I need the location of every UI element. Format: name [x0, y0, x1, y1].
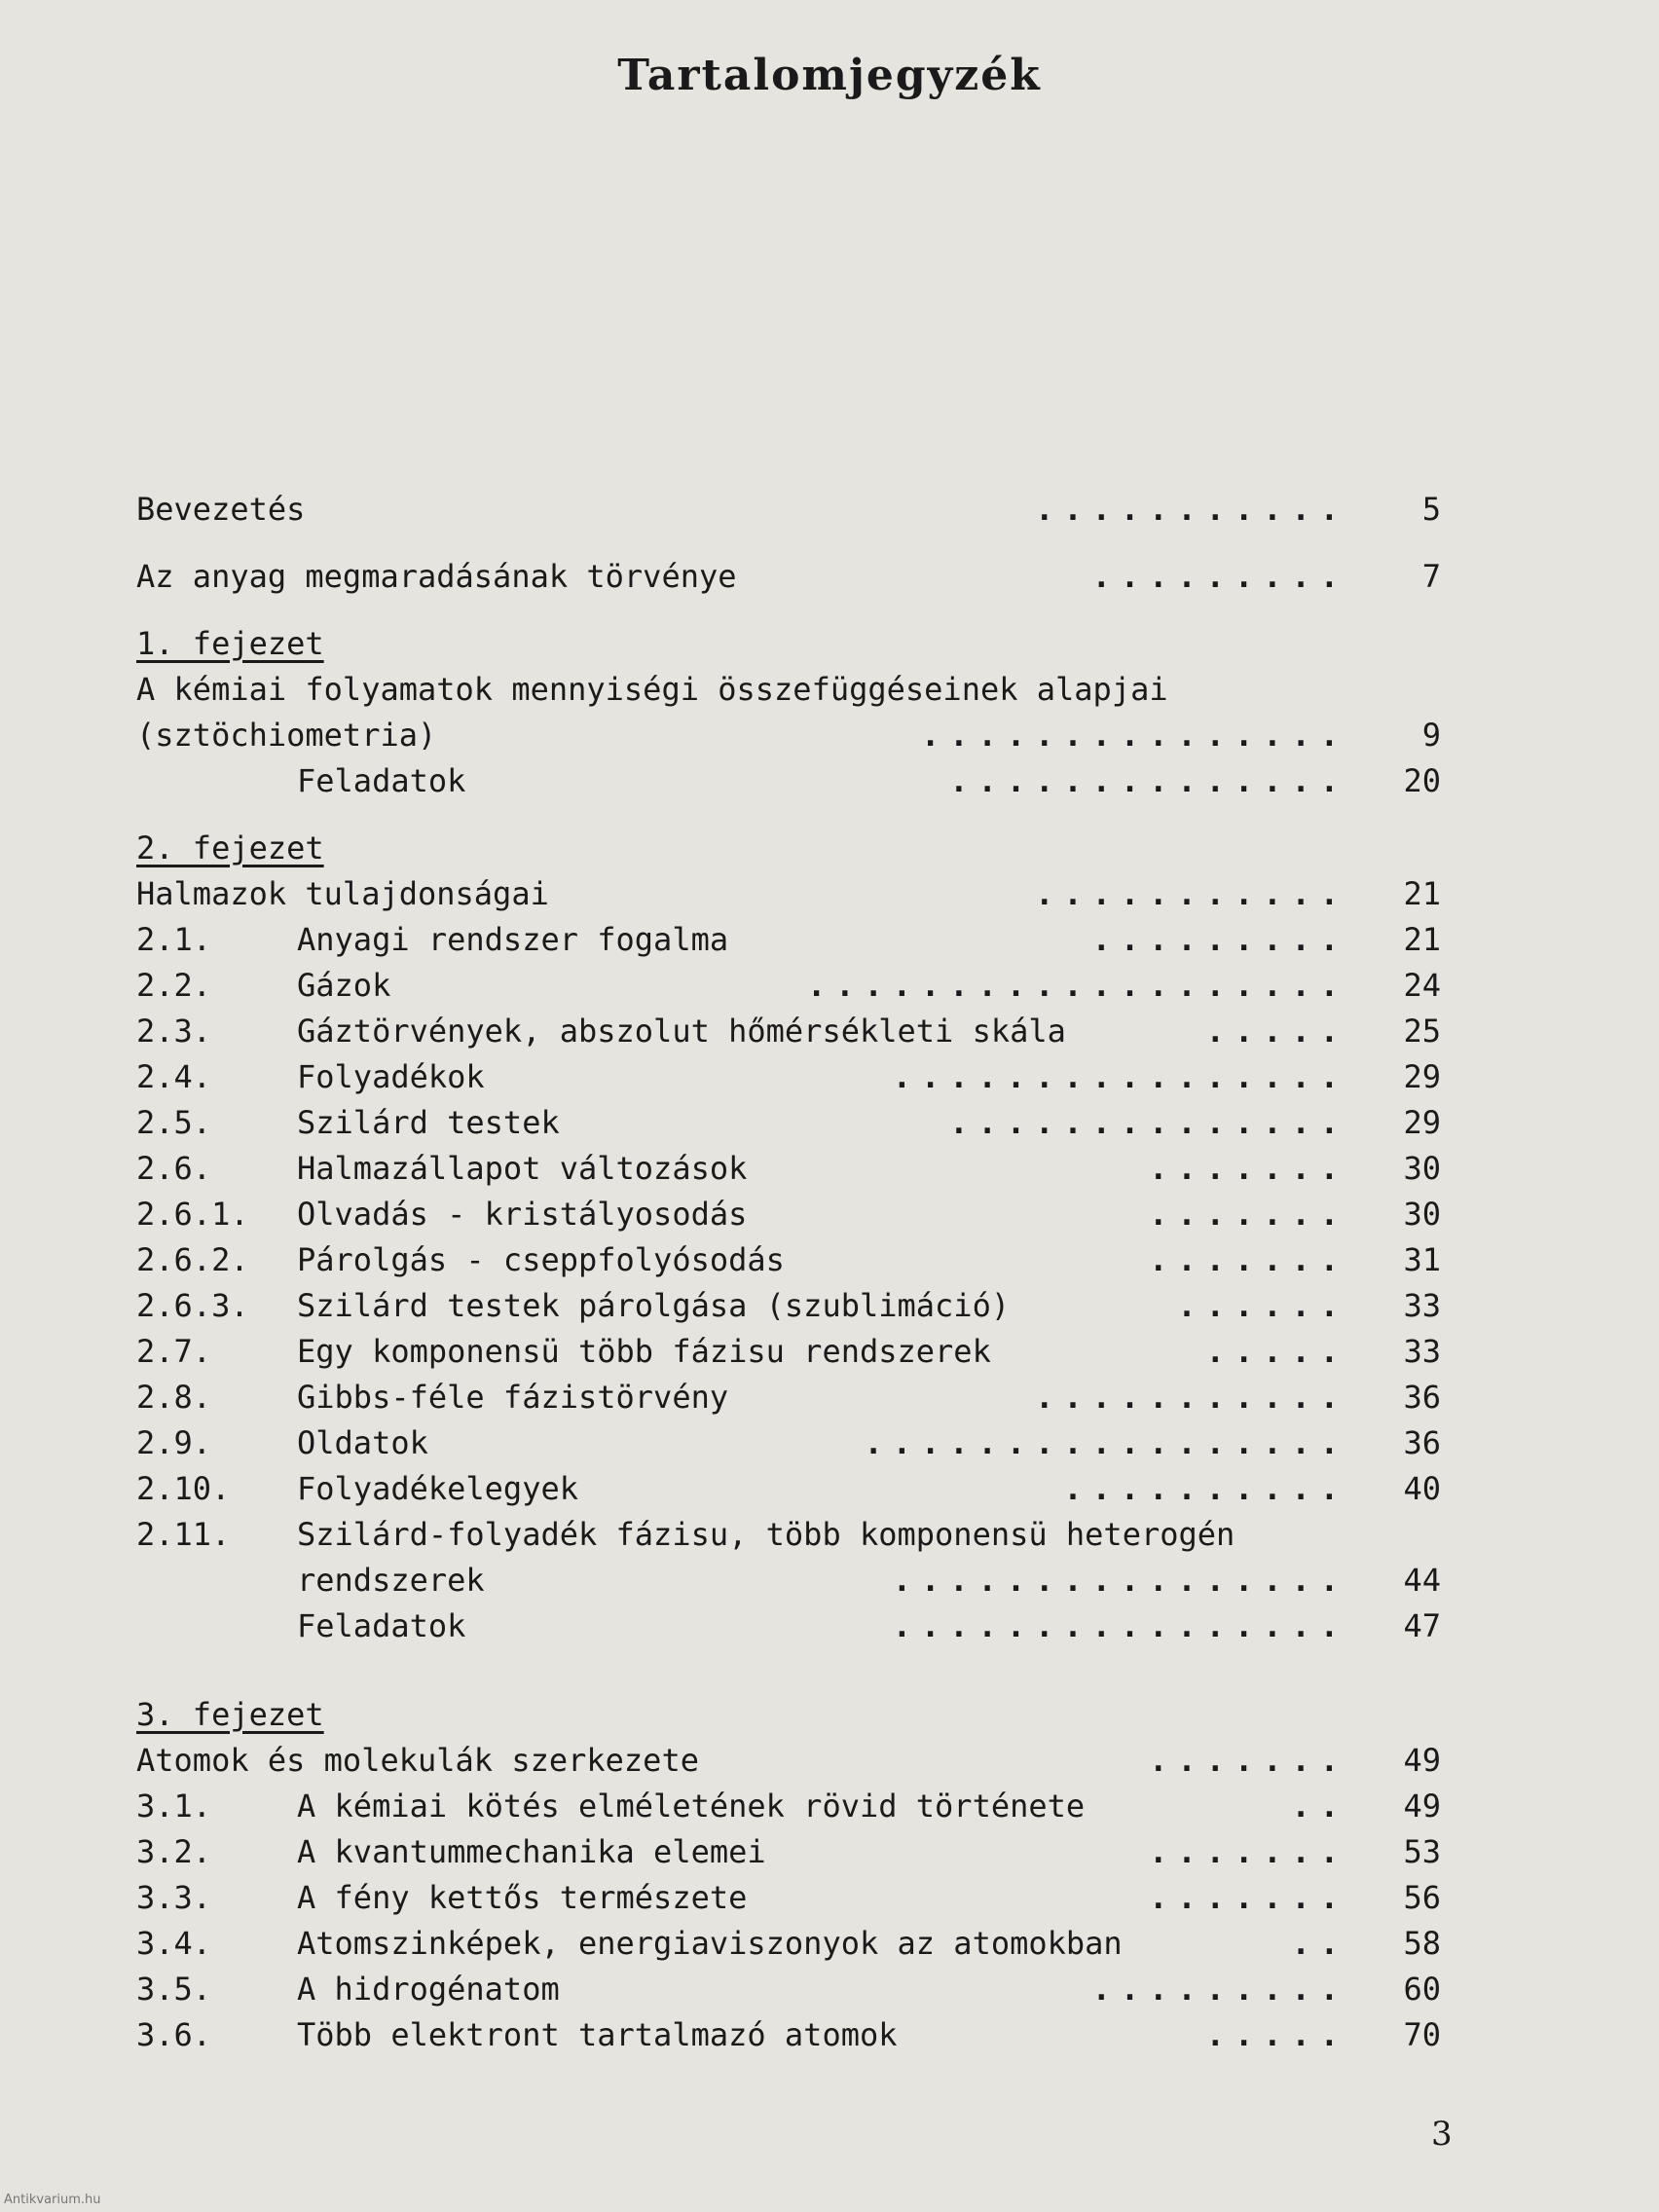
page-ref: 7 [1421, 558, 1441, 595]
toc-entry [136, 1054, 1441, 1100]
page-ref: 21 [1403, 875, 1441, 912]
page-ref: 30 [1403, 1196, 1441, 1233]
section-number: 2.6.1. [136, 1196, 249, 1233]
page-ref: 29 [1403, 1104, 1441, 1141]
toc-entry [136, 1558, 1441, 1604]
toc-entry [136, 1237, 1441, 1283]
entry-title: Egy komponensü több fázisu rendszerek [297, 1333, 991, 1370]
page-ref: 56 [1403, 1879, 1441, 1916]
page-ref: 31 [1403, 1241, 1441, 1278]
toc-entry [136, 713, 1441, 758]
section-number: 2.3. [136, 1013, 212, 1050]
toc-entry [136, 1784, 1441, 1829]
chapter-label: 1. fejezet [136, 625, 324, 662]
page-ref: 70 [1403, 2016, 1441, 2053]
toc-entry [136, 1604, 1441, 1649]
toc-entry [136, 917, 1441, 963]
toc-entry [136, 1283, 1441, 1329]
dot-leader: ....... [1149, 1150, 1348, 1187]
page-ref: 21 [1403, 921, 1441, 958]
toc-entry [136, 667, 1441, 713]
page-ref: 9 [1421, 717, 1441, 754]
dot-leader: ....... [1149, 1879, 1348, 1916]
dot-leader: ................ [892, 1607, 1348, 1644]
toc-entry [136, 1875, 1441, 1921]
toc-entry [136, 1829, 1441, 1875]
dot-leader: ........... [1035, 875, 1348, 912]
page-ref: 36 [1403, 1379, 1441, 1416]
entry-title: Halmazállapot változások [297, 1150, 748, 1187]
section-number: 3.2. [136, 1833, 212, 1870]
toc-entry [136, 1375, 1441, 1420]
page-ref: 40 [1403, 1470, 1441, 1507]
page-ref: 60 [1403, 1971, 1441, 2008]
entry-title: Atomok és molekulák szerkezete [136, 1742, 699, 1779]
toc-entry [136, 758, 1441, 804]
dot-leader: ....... [1149, 1196, 1348, 1233]
entry-title: A kémiai folyamatok mennyiségi összefüggéseinek alapjai [136, 671, 1168, 708]
toc-entry [136, 1466, 1441, 1512]
page-title: Tartalomjegyzék [617, 51, 1042, 100]
watermark: Antikvarium.hu [4, 2193, 101, 2207]
page-ref: 29 [1403, 1058, 1441, 1095]
page-ref: 49 [1403, 1742, 1441, 1779]
section-number: 3.3. [136, 1879, 212, 1916]
toc-entry [136, 1921, 1441, 1967]
toc-entry [136, 871, 1441, 917]
toc-entry [136, 487, 1441, 533]
entry-title: Olvadás - kristályosodás [297, 1196, 748, 1233]
toc-entry [136, 1100, 1441, 1146]
dot-leader: ................. [864, 1424, 1348, 1461]
dot-leader: ...... [1177, 1287, 1348, 1324]
entry-title: A kvantummechanika elemei [297, 1833, 766, 1870]
section-number: 3.6. [136, 2016, 212, 2053]
section-number: 2.4. [136, 1058, 212, 1095]
page-ref: 33 [1403, 1287, 1441, 1324]
page-ref: 25 [1403, 1013, 1441, 1050]
toc-entry [136, 1329, 1441, 1375]
entry-title: Több elektront tartalmazó atomok [297, 2016, 898, 2053]
entry-title: Szilárd testek párolgása (szublimáció) [297, 1287, 1011, 1324]
dot-leader: .............. [949, 762, 1348, 799]
page-ref: 30 [1403, 1150, 1441, 1187]
dot-leader: ......... [1091, 558, 1348, 595]
chapter-label: 2. fejezet [136, 830, 324, 866]
entry-title: Anyagi rendszer fogalma [297, 921, 729, 958]
dot-leader: .......... [1063, 1470, 1348, 1507]
chapter-heading [136, 826, 1441, 871]
section-number: 2.2. [136, 967, 212, 1004]
dot-leader: ......... [1091, 921, 1348, 958]
entry-title: A fény kettős természete [297, 1879, 748, 1916]
entry-title: A hidrogénatom [297, 1971, 560, 2008]
page-ref: 58 [1403, 1925, 1441, 1962]
section-number: 2.11. [136, 1516, 231, 1553]
entry-title: Gázok [297, 967, 391, 1004]
dot-leader: ......... [1091, 1971, 1348, 2008]
dot-leader: ................ [892, 1562, 1348, 1599]
section-number: 2.10. [136, 1470, 231, 1507]
dot-leader: ..... [1205, 1013, 1348, 1050]
dot-leader: ............... [921, 717, 1348, 754]
section-number: 2.8. [136, 1379, 212, 1416]
toc-entry [136, 1192, 1441, 1237]
dot-leader: ....... [1149, 1742, 1348, 1779]
entry-title: Oldatok [297, 1424, 428, 1461]
page-ref: 47 [1403, 1607, 1441, 1644]
entry-title: Feladatok [297, 762, 466, 799]
section-number: 2.9. [136, 1424, 212, 1461]
entry-title: Folyadékelegyek [297, 1470, 578, 1507]
page-ref: 33 [1403, 1333, 1441, 1370]
toc-entry [136, 554, 1441, 600]
section-number: 2.6.3. [136, 1287, 249, 1324]
section-number: 3.1. [136, 1788, 212, 1825]
dot-leader: ........... [1035, 1379, 1348, 1416]
entry-title: Gáztörvények, abszolut hőmérsékleti skála [297, 1013, 1066, 1050]
entry-title: (sztöchiometria) [136, 717, 437, 754]
toc-entry [136, 2012, 1441, 2058]
toc-entry [136, 1146, 1441, 1192]
section-number: 2.5. [136, 1104, 212, 1141]
section-number: 2.6.2. [136, 1241, 249, 1278]
section-number: 2.1. [136, 921, 212, 958]
page-ref: 24 [1403, 967, 1441, 1004]
entry-title: Az anyag megmaradásának törvénye [136, 558, 737, 595]
entry-title: Bevezetés [136, 491, 306, 528]
dot-leader: .. [1291, 1925, 1348, 1962]
page-ref: 36 [1403, 1424, 1441, 1461]
section-number: 2.6. [136, 1150, 212, 1187]
entry-title: Szilárd testek [297, 1104, 560, 1141]
page-ref: 5 [1421, 491, 1441, 528]
toc-entry [136, 1512, 1441, 1558]
page-ref: 20 [1403, 762, 1441, 799]
toc-entry [136, 963, 1441, 1009]
toc-entry [136, 1009, 1441, 1054]
chapter-heading [136, 1692, 1441, 1738]
section-number: 3.4. [136, 1925, 212, 1962]
dot-leader: .. [1291, 1788, 1348, 1825]
chapter-heading [136, 621, 1441, 667]
toc-entry [136, 1420, 1441, 1466]
toc-entry [136, 1738, 1441, 1784]
entry-title: Gibbs-féle fázistörvény [297, 1379, 729, 1416]
page-ref: 44 [1403, 1562, 1441, 1599]
entry-title: rendszerek [297, 1562, 485, 1599]
dot-leader: ................... [806, 967, 1348, 1004]
dot-leader: ....... [1149, 1833, 1348, 1870]
entry-title: Folyadékok [297, 1058, 485, 1095]
entry-title: Feladatok [297, 1607, 466, 1644]
entry-title: A kémiai kötés elméletének rövid története [297, 1788, 1086, 1825]
dot-leader: ....... [1149, 1241, 1348, 1278]
page-ref: 53 [1403, 1833, 1441, 1870]
section-number: 3.5. [136, 1971, 212, 2008]
toc-entry [136, 1967, 1441, 2012]
dot-leader: .............. [949, 1104, 1348, 1141]
chapter-label: 3. fejezet [136, 1696, 324, 1733]
dot-leader: ..... [1205, 2016, 1348, 2053]
page-ref: 49 [1403, 1788, 1441, 1825]
dot-leader: ........... [1035, 491, 1348, 528]
entry-title: Halmazok tulajdonságai [136, 875, 549, 912]
section-number: 2.7. [136, 1333, 212, 1370]
entry-title: Szilárd-folyadék fázisu, több komponensü heterogén [297, 1516, 1235, 1553]
entry-title: Atomszinképek, energiaviszonyok az atomokban [297, 1925, 1123, 1962]
entry-title: Párolgás - cseppfolyósodás [297, 1241, 785, 1278]
dot-leader: ..... [1205, 1333, 1348, 1370]
page-number: 3 [1431, 2115, 1453, 2154]
table-of-contents [136, 487, 1441, 2058]
dot-leader: ................ [892, 1058, 1348, 1095]
